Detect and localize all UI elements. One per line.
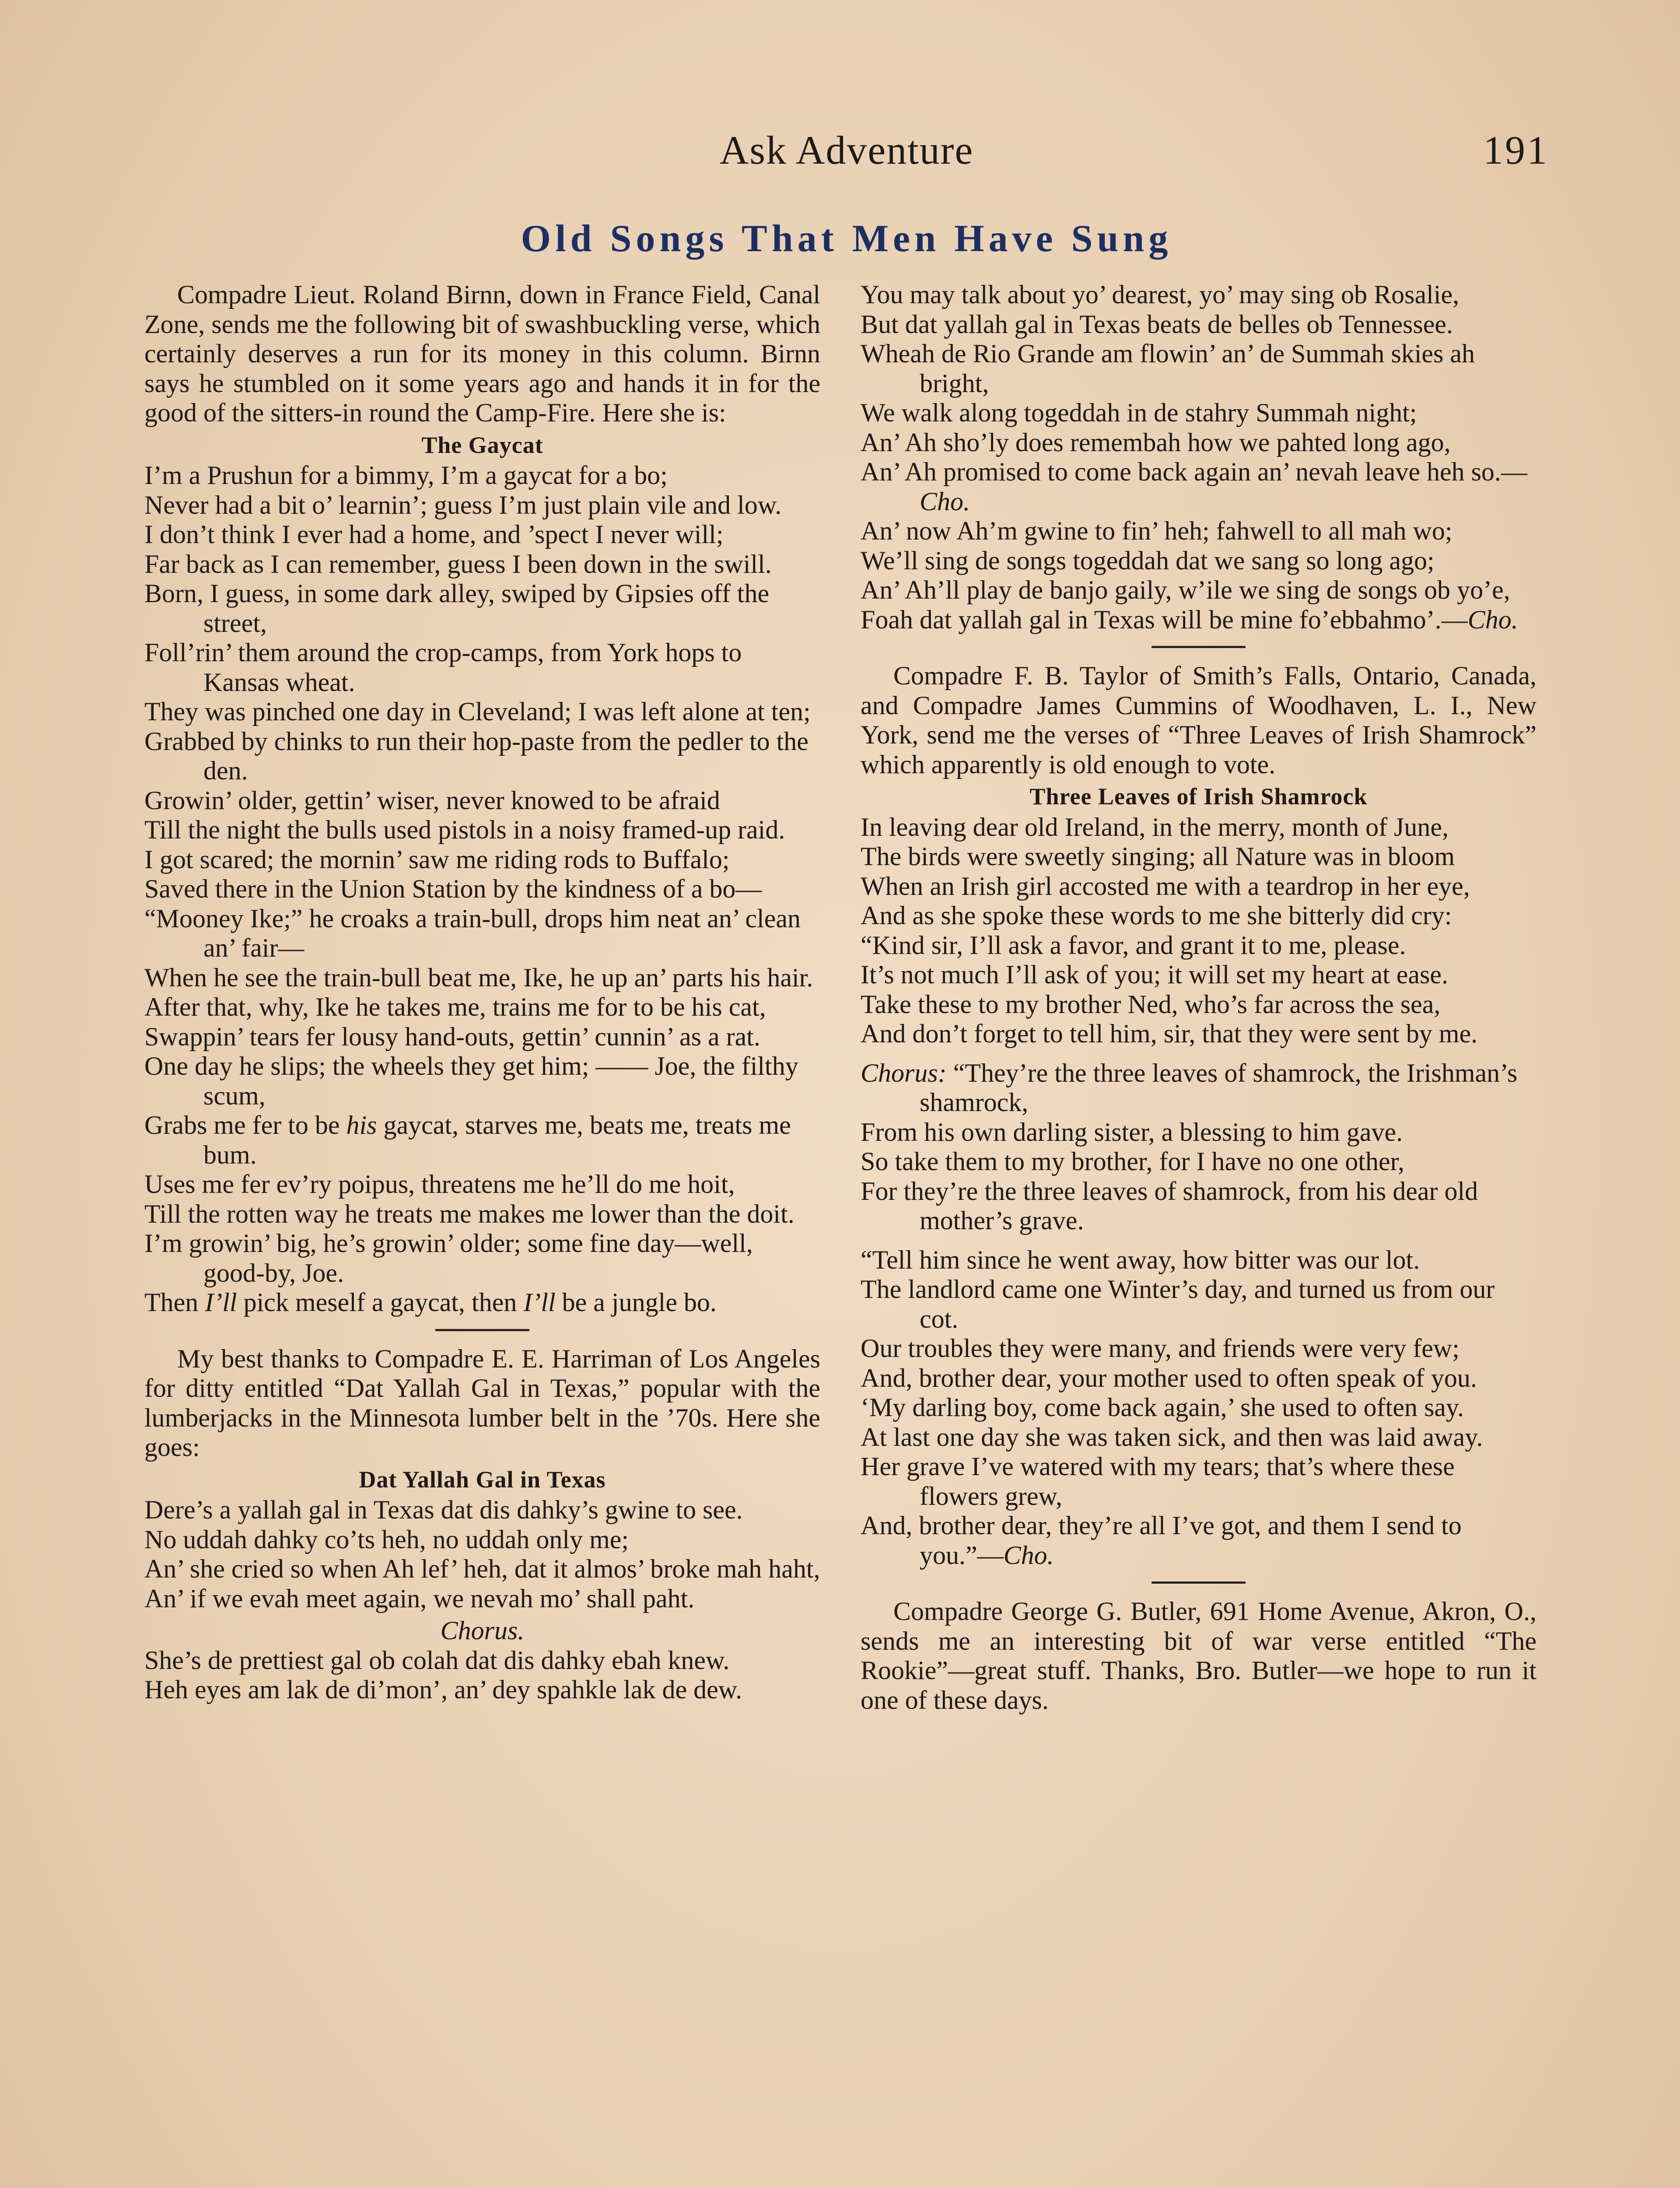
verse-line: Wheah de Rio Grande am flowin’ an’ de Summah skies ah bright, [861,339,1475,398]
verse-line [861,1511,1536,1570]
taylor-paragraph: Compadre F. B. Taylor of Smith’s Falls, Ontario, Canada, and Compadre James Cummins of Woodhaven, L. I., New York, send me the verses of “Three Leaves of Irish Shamrock” which apparently is old enough to vote. [861,661,1536,779]
verse-line: So take them to my brother, for I have no one other, [861,1147,1405,1176]
verse-line: I’m growin’ big, he’s growin’ older; some fine day—well, good-by, Joe. [144,1229,753,1287]
verse-line: Take these to my brother Ned, who’s far across the sea, [861,989,1441,1019]
verse-line: An’ Ah sho’ly does remembah how we pahted long ago, [861,428,1451,457]
verse-line: Our troubles they were many, and friends were very few; [861,1334,1460,1363]
verse-line: We’ll sing de songs togeddah dat we sang so long ago; [861,546,1435,575]
harriman-paragraph: My best thanks to Compadre E. E. Harriman of Los Angeles for ditty entitled “Dat Yallah Gal in Texas,” popular with the lumberjacks in the Minnesota lumber belt in the ’70s. Here she goes: [144,1344,820,1462]
verse-line: The birds were sweetly singing; all Nature was in bloom [861,842,1455,871]
verse-line [144,1111,820,1170]
verse-line: Foll’rin’ them around the crop-camps, from York hops to Kansas wheat. [144,638,742,697]
verse-line: Heh eyes am lak de di’mon’, an’ dey spahkle lak de dew. [144,1675,742,1704]
verse-line: But dat yallah gal in Texas beats de belles ob Tennessee. [861,309,1453,339]
verse-text: be a jungle bo. [555,1288,717,1317]
shamrock-verse [861,813,1536,1049]
verse-line: I got scared; the mornin’ saw me riding rods to Buffalo; [144,845,730,874]
verse-line [861,457,1536,516]
verse-line: We walk along togeddah in de stahry Summah night; [861,398,1417,427]
chorus-ref: Cho. [1003,1540,1054,1570]
verse-line: And don’t forget to tell him, sir, that they were sent by me. [861,1019,1478,1048]
verse-line: You may talk about yo’ dearest, yo’ may sing ob Rosalie, [861,280,1460,309]
poem-title-shamrock: Three Leaves of Irish Shamrock [1029,783,1368,810]
section-divider [1152,646,1246,648]
right-column [861,280,1536,1715]
verse-line: ‘My darling boy, come back again,’ she used to often say. [861,1393,1464,1422]
section-divider [1152,1581,1246,1584]
poem-title-gaycat: The Gaycat [421,431,543,458]
verse-text: pick meself a gaycat, then [237,1288,524,1317]
emphasis: I’ll [205,1288,237,1317]
shamrock-verse-2 [861,1245,1536,1571]
verse-line: In leaving dear old Ireland, in the merry, month of June, [861,812,1449,842]
verse-line [861,605,1536,635]
page-number: 191 [1483,128,1549,172]
emphasis: his [346,1111,377,1140]
verse-line: For they’re the three leaves of shamrock, from his dear old mother’s grave. [861,1176,1478,1235]
verse-line: An’ if we evah meet again, we nevah mo’ shall paht. [144,1584,695,1613]
verse-text: Then [144,1288,205,1317]
verse-line: At last one day she was taken sick, and then was laid away. [861,1422,1483,1452]
verse-line: It’s not much I’ll ask of you; it will set my heart at ease. [861,960,1449,989]
yallah-verse [144,1495,820,1613]
verse-line: An’ Ah’ll play de banjo gaily, w’ile we sing de songs ob yo’e, [861,575,1510,604]
verse-text: An’ Ah promised to come back again an’ nevah leave heh so.— [861,457,1527,486]
verse-line: Swappin’ tears fer lousy hand-outs, gettin’ cunnin’ as a rat. [144,1022,760,1051]
chorus-ref: Cho. [1467,605,1518,634]
verse-line: Born, I guess, in some dark alley, swiped by Gipsies off the street, [144,579,770,638]
verse-line: “Kind sir, I’ll ask a favor, and grant it to me, please. [861,930,1406,960]
verse-line [144,1288,820,1318]
verse-line: Her grave I’ve watered with my tears; that’s where these flowers grew, [861,1452,1455,1511]
verse-text: Grabs me fer to be [144,1111,346,1140]
verse-line [861,1059,1536,1118]
verse-line: And, brother dear, your mother used to often speak of you. [861,1363,1477,1392]
verse-line: One day he slips; the wheels they get him; —— Joe, the filthy scum, [144,1052,798,1110]
verse-line: No uddah dahky co’ts heh, no uddah only me; [144,1525,629,1554]
butler-paragraph: Compadre George G. Butler, 691 Home Avenue, Akron, O., sends me an interesting bit of war verse entitled “The Rookie”—great stuff. Thanks, Bro. Butler—we hope to run it one of these days. [861,1597,1536,1715]
running-head-title: Ask Adventure [719,128,974,172]
intro-paragraph: Compadre Lieut. Roland Birnn, down in France Field, Canal Zone, sends me the following bit of swashbuckling verse, which certainly deserves a run for its money in this column. Birnn says he stumbled on it some years ago and hands it in for the good of the sitters-in round the Camp-Fire. Here she is: [144,280,820,427]
verse-line: Till the rotten way he treats me makes me lower than the doit. [144,1199,794,1228]
verse-line: From his own darling sister, a blessing to him gave. [861,1117,1403,1147]
verse-line: Growin’ older, gettin’ wiser, never knowed to be afraid [144,785,720,815]
verse-line: And as she spoke these words to me she bitterly did cry: [861,901,1452,930]
verse-text: Foah dat yallah gal in Texas will be mine fo’ebbahmo’.— [861,605,1468,634]
verse-line: I’m a Prushun for a bimmy, I’m a gaycat for a bo; [144,461,668,490]
verse-line: Uses me fer ev’ry poipus, threatens me he’ll do me hoit, [144,1170,735,1199]
verse-line: “Mooney Ike;” he croaks a train-bull, drops him neat an’ clean an’ fair— [144,904,801,962]
poem-title-yallah: Dat Yallah Gal in Texas [359,1466,606,1493]
verse-line: Grabbed by chinks to run their hop-paste from the pedler to the den. [144,726,808,785]
verse-line: Saved there in the Union Station by the kindness of a bo— [144,874,762,903]
verse-text: And, brother dear, they’re all I’ve got, and them I send to you.”— [861,1511,1462,1570]
verse-line: Never had a bit o’ learnin’; guess I’m just plain vile and low. [144,490,782,519]
verse-line: An’ now Ah’m gwine to fin’ heh; fahwell to all mah wo; [861,516,1452,545]
verse-line: After that, why, Ike he takes me, trains me for to be his cat, [144,992,766,1021]
shamrock-chorus [861,1059,1536,1236]
verse-line: They was pinched one day in Cleveland; I was left alone at ten; [144,697,811,726]
chorus-label: Chorus: [861,1058,947,1087]
left-column [144,280,820,1705]
chorus-ref: Cho. [920,487,970,516]
chorus-heading: Chorus. [440,1616,525,1645]
verse-line: She’s de prettiest gal ob colah dat dis dahky ebah knew. [144,1645,730,1675]
emphasis: I’ll [523,1288,556,1317]
section-title: Old Songs That Men Have Sung [521,217,1172,260]
verse-line: Dere’s a yallah gal in Texas dat dis dahky’s gwine to see. [144,1495,743,1524]
verse-line: The landlord came one Winter’s day, and turned us from our cot. [861,1275,1495,1333]
gaycat-verse [144,461,820,1318]
verse-line: Till the night the bulls used pistols in a noisy framed-up raid. [144,815,785,844]
verse-line: I don’t think I ever had a home, and ’spect I never will; [144,520,724,549]
verse-line: Far back as I can remember, guess I been down in the swill. [144,549,772,579]
verse-line: When an Irish girl accosted me with a teardrop in her eye, [861,871,1470,901]
running-head [144,127,1549,184]
verse-text: gaycat, starves me, beats me, treats me bum. [203,1111,791,1169]
verse-line: When he see the train-bull beat me, Ike, he up an’ parts his hair. [144,963,813,992]
section-divider [435,1329,529,1331]
verse-line: “Tell him since he went away, how bitter was our lot. [861,1245,1420,1274]
verse-line: An’ she cried so when Ah lef’ heh, dat it almos’ broke mah haht, [144,1554,820,1583]
verse-text: “They’re the three leaves of shamrock, the Irishman’s shamrock, [920,1058,1518,1117]
